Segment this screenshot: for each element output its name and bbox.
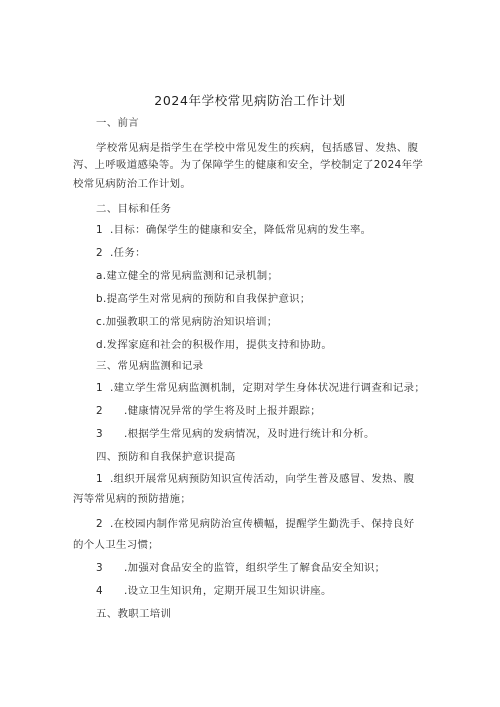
prevention-item-2-line-1 bbox=[96, 517, 414, 531]
monitoring-number-2: 2 bbox=[96, 405, 103, 417]
prevention-item-2-line-2: 的个人卫生习惯； bbox=[73, 539, 159, 551]
section-heading-preface: 一、前言 bbox=[96, 117, 139, 129]
monitoring-item-1 bbox=[96, 381, 425, 395]
task-item-b: b.提高学生对常见病的预防和自我保护意识； bbox=[96, 293, 311, 305]
prevention-text-4: .设立卫生知识角，定期开展卫生知识讲座。 bbox=[124, 585, 332, 597]
monitoring-text-3: .根据学生常见病的发病情况，及时进行统计和分析。 bbox=[124, 428, 375, 440]
section-heading-training: 五、教职工培训 bbox=[96, 608, 172, 620]
tasks-number: 2 bbox=[96, 247, 103, 259]
prevention-text-3: .加强对食品安全的监管，组织学生了解食品安全知识； bbox=[124, 562, 386, 574]
prevention-item-1-line-1 bbox=[96, 472, 414, 486]
monitoring-item-2 bbox=[96, 404, 321, 418]
prevention-text-1: .组织开展常见病预防知识宣传活动，向学生普及感冒、发热、腹 bbox=[110, 473, 415, 485]
goal-text: .目标：确保学生的健康和安全，降低常见病的发生率。 bbox=[110, 224, 372, 236]
intro-line-2: 泻、上呼吸道感染等。为了保障学生的健康和安全，学校制定了2024年学 bbox=[73, 159, 424, 171]
monitoring-item-3 bbox=[96, 427, 375, 441]
prevention-number-3: 3 bbox=[96, 562, 103, 574]
task-item-d: d.发挥家庭和社会的积极作用，提供支持和协助。 bbox=[96, 339, 333, 351]
intro-line-3: 校常见病防治工作计划。 bbox=[73, 178, 192, 190]
tasks-label bbox=[96, 246, 146, 260]
prevention-item-4 bbox=[96, 584, 332, 598]
goal-number: 1 bbox=[96, 224, 103, 236]
prevention-text-2: .在校园内制作常见病防治宣传横幅，提醒学生勤洗手、保持良好 bbox=[110, 518, 415, 530]
monitoring-number-1: 1 bbox=[96, 382, 103, 394]
monitoring-text-2: .健康情况异常的学生将及时上报并跟踪； bbox=[124, 405, 321, 417]
section-heading-prevention: 四、预防和自我保护意识提高 bbox=[96, 451, 236, 463]
prevention-number-2: 2 bbox=[96, 518, 103, 530]
goal-item bbox=[96, 223, 371, 237]
task-item-c: c.加强教职工的常见病防治知识培训； bbox=[96, 316, 278, 328]
document-title: 2024年学校常见病防治工作计划 bbox=[154, 93, 346, 108]
section-heading-goals: 二、目标和任务 bbox=[96, 203, 172, 215]
intro-line-1: 学校常见病是指学生在学校中常见发生的疾病，包括感冒、发热、腹 bbox=[96, 142, 419, 154]
prevention-number-1: 1 bbox=[96, 473, 103, 485]
task-item-a: a.建立健全的常见病监测和记录机制； bbox=[96, 270, 279, 282]
prevention-number-4: 4 bbox=[96, 585, 103, 597]
monitoring-text-1: .建立学生常见病监测机制，定期对学生身体状况进行调查和记录； bbox=[110, 382, 426, 394]
prevention-item-1-line-2: 泻等常见病的预防措施； bbox=[73, 493, 192, 505]
prevention-item-3 bbox=[96, 561, 385, 575]
monitoring-number-3: 3 bbox=[96, 428, 103, 440]
tasks-text: .任务： bbox=[110, 247, 146, 259]
section-heading-monitoring: 三、常见病监测和记录 bbox=[96, 360, 204, 372]
